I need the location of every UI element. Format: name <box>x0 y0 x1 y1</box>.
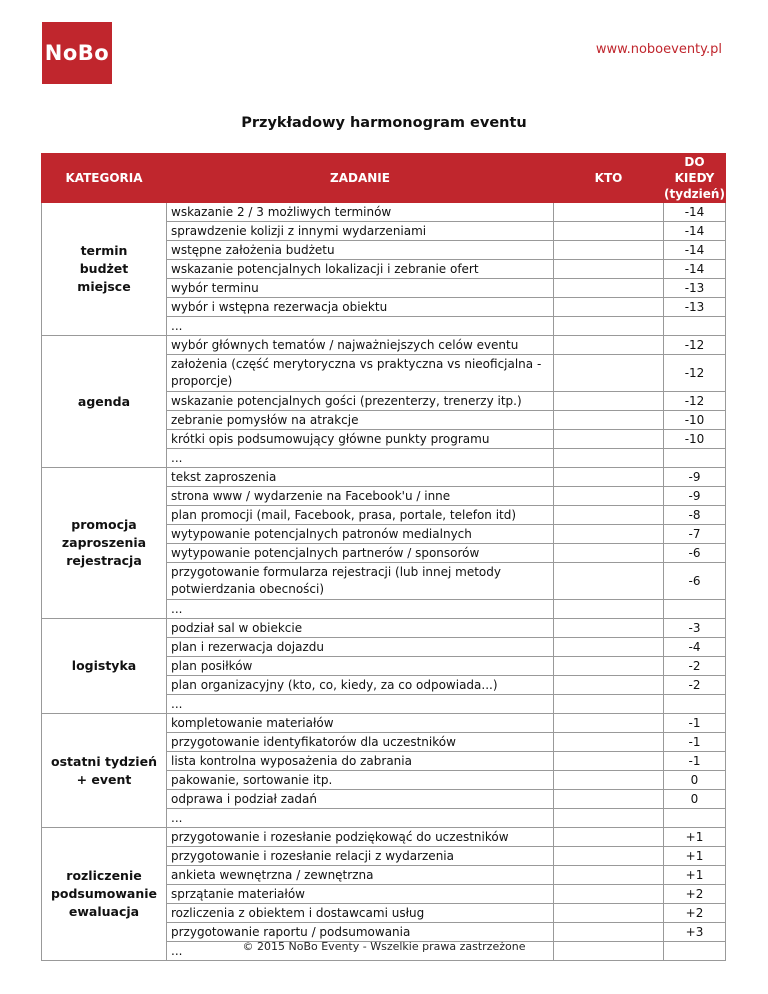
who-cell <box>554 847 664 866</box>
who-cell <box>554 828 664 847</box>
schedule-table <box>41 153 726 961</box>
task-cell: plan organizacyjny (kto, co, kiedy, za co odpowiada...) <box>167 676 554 695</box>
deadline-cell: 0 <box>664 771 726 790</box>
who-cell <box>554 790 664 809</box>
deadline-cell: -1 <box>664 733 726 752</box>
who-cell <box>554 298 664 317</box>
header-category: KATEGORIA <box>42 154 167 203</box>
who-cell <box>554 619 664 638</box>
task-cell: sprzątanie materiałów <box>167 885 554 904</box>
page-title: Przykładowy harmonogram eventu <box>241 115 527 131</box>
category-label: logistyka <box>71 658 137 673</box>
category-label: miejsce <box>77 279 131 294</box>
task-cell: pakowanie, sortowanie itp. <box>167 771 554 790</box>
task-cell: ... <box>167 942 554 961</box>
deadline-cell <box>664 449 726 468</box>
task-cell: przygotowanie raportu / podsumowania <box>167 923 554 942</box>
deadline-cell: 0 <box>664 790 726 809</box>
task-cell: wybór terminu <box>167 279 554 298</box>
deadline-cell: -14 <box>664 203 726 222</box>
task-cell: wybór głównych tematów / najważniejszych celów eventu <box>167 336 554 355</box>
task-cell: sprawdzenie kolizji z innymi wydarzeniami <box>167 222 554 241</box>
task-cell: przygotowanie formularza rejestracji (lub innej metody potwierdzania obecności) <box>167 563 554 600</box>
task-cell: ... <box>167 317 554 336</box>
website-url[interactable]: www.noboeventy.pl <box>595 42 722 57</box>
task-cell: plan posiłków <box>167 657 554 676</box>
task-cell: plan promocji (mail, Facebook, prasa, portale, telefon itd) <box>167 506 554 525</box>
who-cell <box>554 904 664 923</box>
deadline-cell: -2 <box>664 676 726 695</box>
task-cell: podział sal w obiekcie <box>167 619 554 638</box>
table-row <box>42 203 726 222</box>
task-cell: kompletowanie materiałów <box>167 714 554 733</box>
deadline-cell: -12 <box>664 336 726 355</box>
category-label: podsumowanie <box>50 886 158 901</box>
task-cell: strona www / wydarzenie na Facebook'u / inne <box>167 487 554 506</box>
task-cell: ... <box>167 695 554 714</box>
deadline-cell: -1 <box>664 714 726 733</box>
task-cell: tekst zaproszenia <box>167 468 554 487</box>
deadline-cell: -9 <box>664 468 726 487</box>
task-cell: przygotowanie identyfikatorów dla uczestników <box>167 733 554 752</box>
who-cell <box>554 487 664 506</box>
who-cell <box>554 449 664 468</box>
task-cell: wybór i wstępna rezerwacja obiektu <box>167 298 554 317</box>
who-cell <box>554 885 664 904</box>
who-cell <box>554 638 664 657</box>
who-cell <box>554 203 664 222</box>
deadline-cell: -4 <box>664 638 726 657</box>
who-cell <box>554 544 664 563</box>
deadline-cell: +3 <box>664 923 726 942</box>
task-cell: wytypowanie potencjalnych patronów medialnych <box>167 525 554 544</box>
category-cell <box>42 619 167 714</box>
category-label: budżet <box>79 261 129 276</box>
who-cell <box>554 222 664 241</box>
deadline-cell: -14 <box>664 260 726 279</box>
who-cell <box>554 771 664 790</box>
deadline-cell: -13 <box>664 298 726 317</box>
task-cell: ankieta wewnętrzna / zewnętrzna <box>167 866 554 885</box>
table-body <box>42 203 726 961</box>
table-header-row <box>42 154 726 203</box>
category-label: agenda <box>77 393 131 409</box>
header-task: ZADANIE <box>167 154 554 203</box>
deadline-cell: -13 <box>664 279 726 298</box>
category-label: + event <box>76 771 132 787</box>
header-when-line1: DO KIEDY <box>674 155 715 185</box>
deadline-cell: -9 <box>664 487 726 506</box>
category-label: promocja <box>71 517 137 532</box>
who-cell <box>554 241 664 260</box>
who-cell <box>554 600 664 619</box>
deadline-cell: -2 <box>664 657 726 676</box>
task-cell: rozliczenia z obiektem i dostawcami usług <box>167 904 554 923</box>
deadline-cell <box>664 695 726 714</box>
deadline-cell: -12 <box>664 392 726 411</box>
who-cell <box>554 714 664 733</box>
category-label: ostatni tydzień <box>51 753 157 769</box>
task-cell: wstępne założenia budżetu <box>167 241 554 260</box>
nobo-logo: NoBo <box>42 22 112 84</box>
header-when <box>664 154 726 203</box>
category-cell <box>42 203 167 336</box>
task-cell: ... <box>167 600 554 619</box>
who-cell <box>554 657 664 676</box>
deadline-cell: +2 <box>664 885 726 904</box>
who-cell <box>554 923 664 942</box>
who-cell <box>554 506 664 525</box>
who-cell <box>554 411 664 430</box>
deadline-cell: -10 <box>664 411 726 430</box>
task-cell: przygotowanie i rozesłanie podziękowąć do uczestników <box>167 828 554 847</box>
task-cell: zebranie pomysłów na atrakcje <box>167 411 554 430</box>
category-cell <box>42 468 167 619</box>
task-cell: ... <box>167 449 554 468</box>
deadline-cell: +2 <box>664 904 726 923</box>
task-cell: ... <box>167 809 554 828</box>
who-cell <box>554 676 664 695</box>
deadline-cell <box>664 600 726 619</box>
category-label: rozliczenie <box>66 868 142 883</box>
deadline-cell: +1 <box>664 866 726 885</box>
who-cell <box>554 809 664 828</box>
table-row <box>42 336 726 355</box>
task-cell: wskazanie potencjalnych gości (prezenterzy, trenerzy itp.) <box>167 392 554 411</box>
task-cell: wskazanie 2 / 3 możliwych terminów <box>167 203 554 222</box>
category-label: termin <box>80 243 128 258</box>
task-cell: wskazanie potencjalnych lokalizacji i zebranie ofert <box>167 260 554 279</box>
header-when-line2: (tydzień) <box>664 187 725 201</box>
deadline-cell: -7 <box>664 525 726 544</box>
deadline-cell: -10 <box>664 430 726 449</box>
category-label: zaproszenia <box>61 535 147 550</box>
deadline-cell: +1 <box>664 828 726 847</box>
category-label: ewaluacja <box>68 904 140 919</box>
task-cell: przygotowanie i rozesłanie relacji z wydarzenia <box>167 847 554 866</box>
deadline-cell: -1 <box>664 752 726 771</box>
who-cell <box>554 279 664 298</box>
deadline-cell: -8 <box>664 506 726 525</box>
deadline-cell: +1 <box>664 847 726 866</box>
task-cell: wytypowanie potencjalnych partnerów / sponsorów <box>167 544 554 563</box>
who-cell <box>554 392 664 411</box>
deadline-cell <box>664 317 726 336</box>
who-cell <box>554 260 664 279</box>
deadline-cell: -14 <box>664 241 726 260</box>
copyright-footer: © 2015 NoBo Eventy - Wszelkie prawa zastrzeżone <box>242 940 526 953</box>
who-cell <box>554 468 664 487</box>
who-cell <box>554 317 664 336</box>
schedule-table-wrapper <box>41 153 725 961</box>
deadline-cell: -14 <box>664 222 726 241</box>
who-cell <box>554 695 664 714</box>
task-cell: plan i rezerwacja dojazdu <box>167 638 554 657</box>
category-cell <box>42 336 167 468</box>
category-cell <box>42 714 167 828</box>
table-row <box>42 468 726 487</box>
deadline-cell: -3 <box>664 619 726 638</box>
deadline-cell: -6 <box>664 544 726 563</box>
header-who: KTO <box>554 154 664 203</box>
table-row <box>42 828 726 847</box>
category-label: rejestracja <box>66 553 142 568</box>
who-cell <box>554 752 664 771</box>
who-cell <box>554 355 664 392</box>
who-cell <box>554 430 664 449</box>
task-cell: założenia (część merytoryczna vs praktyczna vs nieoficjalna - proporcje) <box>167 355 554 392</box>
who-cell <box>554 525 664 544</box>
deadline-cell: -6 <box>664 563 726 600</box>
task-cell: odprawa i podział zadań <box>167 790 554 809</box>
who-cell <box>554 563 664 600</box>
deadline-cell <box>664 809 726 828</box>
who-cell <box>554 733 664 752</box>
deadline-cell: -12 <box>664 355 726 392</box>
task-cell: lista kontrolna wyposażenia do zabrania <box>167 752 554 771</box>
table-row <box>42 714 726 733</box>
who-cell <box>554 336 664 355</box>
task-cell: krótki opis podsumowujący główne punkty programu <box>167 430 554 449</box>
who-cell <box>554 866 664 885</box>
table-row <box>42 619 726 638</box>
